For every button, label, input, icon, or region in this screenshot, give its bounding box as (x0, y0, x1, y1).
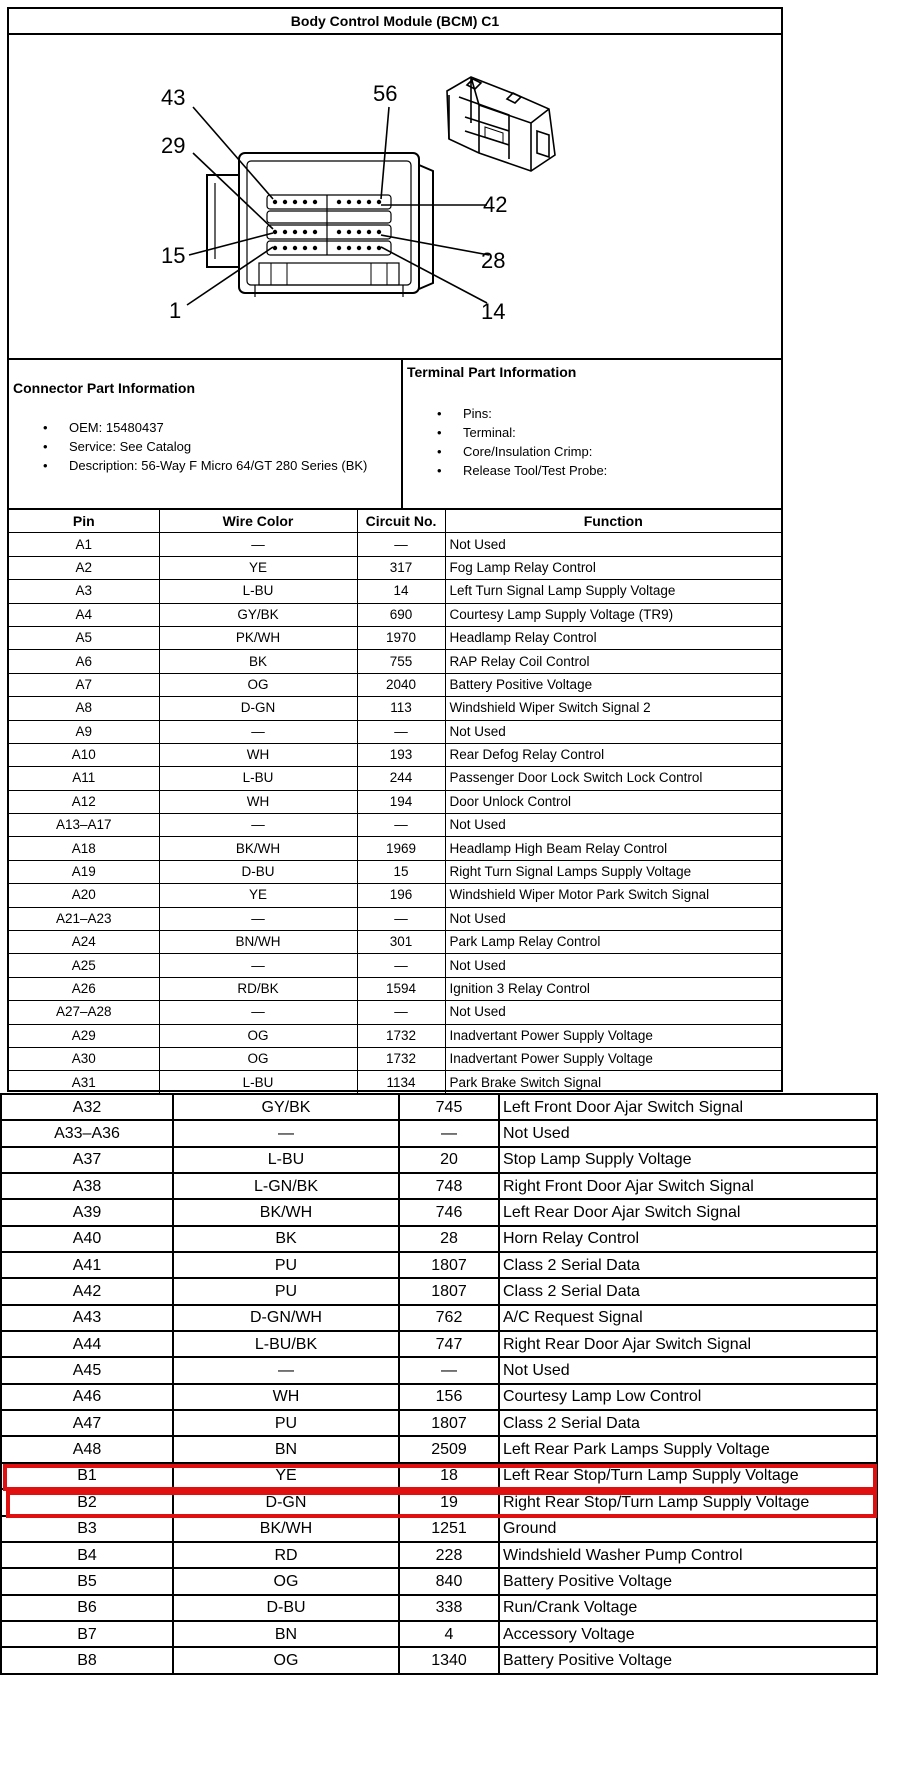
connector-description: • Description: 56-Way F Micro 64/GT 280 Series (BK) (13, 456, 397, 475)
cell-pin: A4 (9, 603, 159, 626)
cell-function: Not Used (445, 533, 781, 556)
table-row (9, 697, 781, 720)
cell-function: Class 2 Serial Data (499, 1252, 877, 1278)
callout-leaders (187, 107, 489, 305)
cell-function: Not Used (445, 1001, 781, 1024)
table-row (9, 954, 781, 977)
table-body-lower (1, 1094, 877, 1674)
cell-pin: A19 (9, 860, 159, 883)
cell-function: Inadvertant Power Supply Voltage (445, 1047, 781, 1070)
cell-wire-color: BK (159, 650, 357, 673)
cell-pin: B6 (1, 1595, 173, 1621)
cell-wire-color: D-GN (173, 1489, 399, 1515)
table-row (9, 814, 781, 837)
cell-circuit-no: — (357, 954, 445, 977)
connector-face (207, 153, 433, 297)
cell-function: Not Used (499, 1357, 877, 1383)
cell-circuit-no: 20 (399, 1147, 499, 1173)
cell-function: Left Turn Signal Lamp Supply Voltage (445, 580, 781, 603)
terminal-part-info (403, 360, 781, 508)
cell-circuit-no: — (357, 814, 445, 837)
cell-wire-color: BK/WH (173, 1199, 399, 1225)
cell-wire-color: GY/BK (173, 1094, 399, 1120)
table-row (9, 533, 781, 556)
cell-function: Left Rear Park Lamps Supply Voltage (499, 1436, 877, 1462)
cell-function: RAP Relay Coil Control (445, 650, 781, 673)
cell-circuit-no: — (357, 533, 445, 556)
cell-pin: B2 (1, 1489, 173, 1515)
cell-pin: B3 (1, 1516, 173, 1542)
table-row (1, 1621, 877, 1647)
table-row (9, 603, 781, 626)
cell-function: Left Front Door Ajar Switch Signal (499, 1094, 877, 1120)
cell-wire-color: BN (173, 1436, 399, 1462)
cell-pin: B7 (1, 1621, 173, 1647)
cell-wire-color: D-GN/WH (173, 1305, 399, 1331)
cell-function: Passenger Door Lock Switch Lock Control (445, 767, 781, 790)
cell-wire-color: OG (159, 1024, 357, 1047)
cell-circuit-no: 1970 (357, 626, 445, 649)
cell-circuit-no: 338 (399, 1595, 499, 1621)
cell-wire-color: D-BU (159, 860, 357, 883)
cell-circuit-no: — (357, 1001, 445, 1024)
cell-circuit-no: 317 (357, 556, 445, 579)
cell-function: Right Rear Door Ajar Switch Signal (499, 1331, 877, 1357)
connector-drawing (9, 35, 781, 358)
table-row (1, 1568, 877, 1594)
cell-wire-color: — (173, 1357, 399, 1383)
cell-pin: A48 (1, 1436, 173, 1462)
cell-wire-color: BK/WH (159, 837, 357, 860)
table-row (1, 1147, 877, 1173)
cell-pin: A13–A17 (9, 814, 159, 837)
cell-circuit-no: 748 (399, 1173, 499, 1199)
table-row (1, 1094, 877, 1120)
cell-wire-color: RD/BK (159, 977, 357, 1000)
cell-pin: A11 (9, 767, 159, 790)
header-function: Function (445, 510, 781, 533)
cell-function: Park Lamp Relay Control (445, 931, 781, 954)
cell-wire-color: WH (173, 1384, 399, 1410)
table-row (1, 1436, 877, 1462)
cell-circuit-no: 28 (399, 1226, 499, 1252)
cell-pin: A1 (9, 533, 159, 556)
table-row (1, 1252, 877, 1278)
cell-wire-color: — (173, 1120, 399, 1146)
cell-pin: B5 (1, 1568, 173, 1594)
cell-wire-color: L-BU (159, 580, 357, 603)
cell-wire-color: OG (159, 673, 357, 696)
cell-circuit-no: 690 (357, 603, 445, 626)
cell-circuit-no: 156 (399, 1384, 499, 1410)
table-row (1, 1542, 877, 1568)
cell-function: Not Used (499, 1120, 877, 1146)
cell-wire-color: — (159, 1001, 357, 1024)
cell-pin: A27–A28 (9, 1001, 159, 1024)
cell-pin: A41 (1, 1252, 173, 1278)
cell-function: Right Turn Signal Lamps Supply Voltage (445, 860, 781, 883)
cell-pin: B4 (1, 1542, 173, 1568)
table-row (9, 650, 781, 673)
cell-function: A/C Request Signal (499, 1305, 877, 1331)
cell-function: Battery Positive Voltage (499, 1568, 877, 1594)
table-row (1, 1173, 877, 1199)
cell-wire-color: YE (173, 1463, 399, 1489)
callout-15: 15 (161, 243, 186, 268)
cell-function: Rear Defog Relay Control (445, 743, 781, 766)
cell-function: Courtesy Lamp Supply Voltage (TR9) (445, 603, 781, 626)
table-row (9, 1001, 781, 1024)
cell-function: Left Rear Door Ajar Switch Signal (499, 1199, 877, 1225)
table-row (1, 1384, 877, 1410)
table-row (1, 1226, 877, 1252)
connector-diagram (9, 35, 781, 360)
table-row (9, 556, 781, 579)
pinout-table-lower (0, 1093, 878, 1675)
cell-pin: A25 (9, 954, 159, 977)
callout-28: 28 (481, 248, 506, 273)
cell-circuit-no: 196 (357, 884, 445, 907)
cell-circuit-no: 840 (399, 1568, 499, 1594)
terminal-part-heading: Terminal Part Information (407, 364, 577, 380)
highlight-box-b2 (6, 1491, 877, 1518)
table-row (9, 790, 781, 813)
connector-service: • Service: See Catalog (13, 437, 397, 456)
cell-pin: B8 (1, 1647, 173, 1673)
table-row (9, 580, 781, 603)
cell-wire-color: WH (159, 790, 357, 813)
bcm-c1-sheet (7, 7, 783, 1092)
cell-circuit-no: 2040 (357, 673, 445, 696)
cell-pin: A37 (1, 1147, 173, 1173)
table-row (1, 1305, 877, 1331)
table-row (9, 720, 781, 743)
cell-circuit-no: 2509 (399, 1436, 499, 1462)
cell-pin: A33–A36 (1, 1120, 173, 1146)
cell-pin: A31 (9, 1071, 159, 1094)
cell-circuit-no: 1807 (399, 1410, 499, 1436)
cell-wire-color: BN (173, 1621, 399, 1647)
cell-circuit-no: 745 (399, 1094, 499, 1120)
cell-wire-color: D-GN (159, 697, 357, 720)
cell-circuit-no: 1807 (399, 1252, 499, 1278)
cell-pin: A10 (9, 743, 159, 766)
terminal-pins: • Pins: (407, 404, 777, 423)
cell-circuit-no: — (399, 1357, 499, 1383)
cell-circuit-no: 1594 (357, 977, 445, 1000)
cell-pin: B1 (1, 1463, 173, 1489)
cell-pin: A46 (1, 1384, 173, 1410)
cell-circuit-no: 14 (357, 580, 445, 603)
table-row (1, 1278, 877, 1304)
cell-function: Run/Crank Voltage (499, 1595, 877, 1621)
cell-pin: A21–A23 (9, 907, 159, 930)
cell-pin: A20 (9, 884, 159, 907)
cell-function: Ground (499, 1516, 877, 1542)
table-row (9, 931, 781, 954)
cell-wire-color: GY/BK (159, 603, 357, 626)
cell-function: Windshield Wiper Switch Signal 2 (445, 697, 781, 720)
cell-pin: A7 (9, 673, 159, 696)
cell-circuit-no: 746 (399, 1199, 499, 1225)
cell-function: Accessory Voltage (499, 1621, 877, 1647)
header-pin: Pin (9, 510, 159, 533)
cell-circuit-no: 755 (357, 650, 445, 673)
cell-circuit-no: 1732 (357, 1047, 445, 1070)
cell-circuit-no: 19 (399, 1489, 499, 1515)
cell-function: Battery Positive Voltage (445, 673, 781, 696)
callout-14: 14 (481, 299, 506, 324)
cell-pin: A18 (9, 837, 159, 860)
cell-wire-color: — (159, 533, 357, 556)
cell-pin: A6 (9, 650, 159, 673)
cell-wire-color: OG (159, 1047, 357, 1070)
table-row (9, 907, 781, 930)
table-row (1, 1647, 877, 1673)
cell-circuit-no: 1251 (399, 1516, 499, 1542)
cell-circuit-no: 1134 (357, 1071, 445, 1094)
cell-function: Right Rear Stop/Turn Lamp Supply Voltage (499, 1489, 877, 1515)
cell-circuit-no: 1340 (399, 1647, 499, 1673)
cell-circuit-no: 194 (357, 790, 445, 813)
cell-wire-color: — (159, 720, 357, 743)
header-circuit-no: Circuit No. (357, 510, 445, 533)
cell-circuit-no: 4 (399, 1621, 499, 1647)
cell-wire-color: PU (173, 1252, 399, 1278)
cell-circuit-no: 18 (399, 1463, 499, 1489)
cell-circuit-no: 244 (357, 767, 445, 790)
callout-29: 29 (161, 133, 186, 158)
table-row (1, 1199, 877, 1225)
cell-circuit-no: — (399, 1120, 499, 1146)
cell-pin: A9 (9, 720, 159, 743)
table-row (1, 1331, 877, 1357)
cell-circuit-no: 15 (357, 860, 445, 883)
cell-wire-color: PU (173, 1410, 399, 1436)
cell-wire-color: OG (173, 1647, 399, 1673)
cell-pin: A12 (9, 790, 159, 813)
table-body-upper (9, 533, 781, 1094)
cell-function: Not Used (445, 954, 781, 977)
header-wire-color: Wire Color (159, 510, 357, 533)
table-row (9, 884, 781, 907)
table-row (1, 1410, 877, 1436)
pinout-table-upper (9, 510, 781, 1094)
connector-isometric (447, 77, 555, 171)
cell-pin: A43 (1, 1305, 173, 1331)
cell-function: Right Front Door Ajar Switch Signal (499, 1173, 877, 1199)
cell-wire-color: — (159, 907, 357, 930)
cell-pin: A26 (9, 977, 159, 1000)
cell-function: Park Brake Switch Signal (445, 1071, 781, 1094)
connector-oem: • OEM: 15480437 (13, 418, 397, 437)
callout-43: 43 (161, 85, 186, 110)
cell-wire-color: WH (159, 743, 357, 766)
cell-function: Fog Lamp Relay Control (445, 556, 781, 579)
cell-pin: A39 (1, 1199, 173, 1225)
cell-wire-color: D-BU (173, 1595, 399, 1621)
callout-1: 1 (169, 298, 182, 323)
connector-part-heading: Connector Part Information (13, 380, 196, 396)
cell-circuit-no: 1732 (357, 1024, 445, 1047)
connector-part-info (9, 360, 403, 508)
cell-circuit-no: 193 (357, 743, 445, 766)
cell-function: Ignition 3 Relay Control (445, 977, 781, 1000)
terminal-crimp: • Core/Insulation Crimp: (407, 442, 777, 461)
cell-function: Class 2 Serial Data (499, 1410, 877, 1436)
cell-circuit-no: 762 (399, 1305, 499, 1331)
cell-wire-color: BN/WH (159, 931, 357, 954)
cell-function: Left Rear Stop/Turn Lamp Supply Voltage (499, 1463, 877, 1489)
cell-circuit-no: 747 (399, 1331, 499, 1357)
cell-pin: A32 (1, 1094, 173, 1120)
cell-circuit-no: 1969 (357, 837, 445, 860)
cell-pin: A5 (9, 626, 159, 649)
cell-function: Windshield Wiper Motor Park Switch Signal (445, 884, 781, 907)
table-row (9, 673, 781, 696)
pinout-continuation-sheet (0, 1093, 878, 1675)
table-row (1, 1595, 877, 1621)
table-row (1, 1516, 877, 1542)
table-row (1, 1120, 877, 1146)
table-row (9, 1071, 781, 1094)
table-row (9, 743, 781, 766)
cell-function: Not Used (445, 814, 781, 837)
cell-wire-color: L-BU (159, 1071, 357, 1094)
cell-pin: A45 (1, 1357, 173, 1383)
terminal-terminal: • Terminal: (407, 423, 777, 442)
cell-pin: A29 (9, 1024, 159, 1047)
cell-wire-color: — (159, 954, 357, 977)
cell-wire-color: YE (159, 884, 357, 907)
cell-circuit-no: 113 (357, 697, 445, 720)
cell-pin: A3 (9, 580, 159, 603)
cell-pin: A8 (9, 697, 159, 720)
terminal-part-list (407, 404, 777, 480)
cell-pin: A30 (9, 1047, 159, 1070)
cell-circuit-no: 228 (399, 1542, 499, 1568)
callout-42: 42 (483, 192, 508, 217)
cell-wire-color: RD (173, 1542, 399, 1568)
part-information (9, 360, 781, 510)
highlight-box-b1 (3, 1464, 877, 1491)
cell-pin: A44 (1, 1331, 173, 1357)
cell-wire-color: OG (173, 1568, 399, 1594)
connector-part-list (13, 418, 397, 475)
cell-function: Headlamp Relay Control (445, 626, 781, 649)
cell-function: Battery Positive Voltage (499, 1647, 877, 1673)
cell-function: Not Used (445, 720, 781, 743)
cell-function: Windshield Washer Pump Control (499, 1542, 877, 1568)
cell-circuit-no: 1807 (399, 1278, 499, 1304)
cell-wire-color: PU (173, 1278, 399, 1304)
document-title: Body Control Module (BCM) C1 (9, 9, 781, 35)
table-row (9, 1024, 781, 1047)
cell-wire-color: YE (159, 556, 357, 579)
cell-wire-color: L-BU/BK (173, 1331, 399, 1357)
cell-function: Inadvertant Power Supply Voltage (445, 1024, 781, 1047)
cell-pin: A38 (1, 1173, 173, 1199)
cell-function: Door Unlock Control (445, 790, 781, 813)
callout-56: 56 (373, 81, 398, 106)
cell-pin: A40 (1, 1226, 173, 1252)
table-row (9, 626, 781, 649)
cell-function: Stop Lamp Supply Voltage (499, 1147, 877, 1173)
cell-wire-color: L-GN/BK (173, 1173, 399, 1199)
table-row (9, 860, 781, 883)
cell-wire-color: L-BU (173, 1147, 399, 1173)
cell-wire-color: BK (173, 1226, 399, 1252)
cell-wire-color: PK/WH (159, 626, 357, 649)
cell-circuit-no: 301 (357, 931, 445, 954)
table-row (1, 1357, 877, 1383)
cell-wire-color: L-BU (159, 767, 357, 790)
cell-pin: A47 (1, 1410, 173, 1436)
table-row (9, 837, 781, 860)
cell-pin: A2 (9, 556, 159, 579)
cell-wire-color: BK/WH (173, 1516, 399, 1542)
cell-function: Not Used (445, 907, 781, 930)
table-row (9, 767, 781, 790)
table-row (9, 977, 781, 1000)
cell-pin: A24 (9, 931, 159, 954)
cell-pin: A42 (1, 1278, 173, 1304)
cell-function: Headlamp High Beam Relay Control (445, 837, 781, 860)
cell-circuit-no: — (357, 907, 445, 930)
cell-wire-color: — (159, 814, 357, 837)
cell-function: Courtesy Lamp Low Control (499, 1384, 877, 1410)
table-header-row (9, 510, 781, 533)
terminal-release-tool: • Release Tool/Test Probe: (407, 461, 777, 480)
cell-function: Horn Relay Control (499, 1226, 877, 1252)
table-row (9, 1047, 781, 1070)
cell-function: Class 2 Serial Data (499, 1278, 877, 1304)
cell-circuit-no: — (357, 720, 445, 743)
